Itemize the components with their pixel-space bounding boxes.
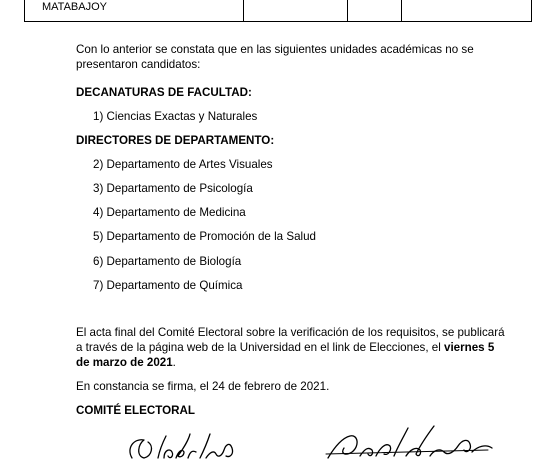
- final-paragraph-text: a través de la página web de la Universidad en el link de Elecciones, el: [76, 341, 444, 354]
- list-item: 7) Departamento de Química: [93, 279, 243, 292]
- table-cell-name: MATABAJOY: [42, 1, 107, 13]
- final-paragraph-period: .: [172, 356, 176, 369]
- list-item: 4) Departamento de Medicina: [93, 206, 246, 219]
- list-item: 1) Ciencias Exactas y Naturales: [93, 110, 258, 123]
- table-divider: [243, 0, 244, 21]
- directores-heading: DIRECTORES DE DEPARTAMENTO:: [76, 134, 275, 147]
- intro-line-1: Con lo anterior se constata que en las siguientes unidades académicas no se: [76, 43, 474, 56]
- list-item: 2) Departamento de Artes Visuales: [93, 158, 273, 171]
- signature-left: [118, 428, 268, 462]
- list-item: 5) Departamento de Promoción de la Salud: [93, 230, 316, 243]
- table-divider: [401, 0, 402, 21]
- list-item: 6) Departamento de Biología: [93, 255, 242, 268]
- intro-line-2: presentaron candidatos:: [76, 58, 201, 71]
- signature-right: [320, 416, 500, 462]
- list-item: 3) Departamento de Psicología: [93, 182, 253, 195]
- candidates-table-fragment: [24, 0, 532, 22]
- final-paragraph-line-1: El acta final del Comité Electoral sobre la verificación de los requisitos, se publicará: [76, 326, 505, 339]
- final-paragraph-date-bold: viernes 5: [444, 341, 495, 354]
- decanaturas-heading: DECANATURAS DE FACULTAD:: [76, 86, 252, 99]
- table-divider: [347, 0, 348, 21]
- final-paragraph-line-2: [76, 341, 494, 354]
- final-paragraph-line-3: [76, 356, 176, 369]
- committee-title: COMITÉ ELECTORAL: [76, 404, 195, 417]
- signoff-text: En constancia se firma, el 24 de febrero de 2021.: [76, 380, 330, 393]
- final-paragraph-date-bold-2: de marzo de 2021: [76, 356, 173, 369]
